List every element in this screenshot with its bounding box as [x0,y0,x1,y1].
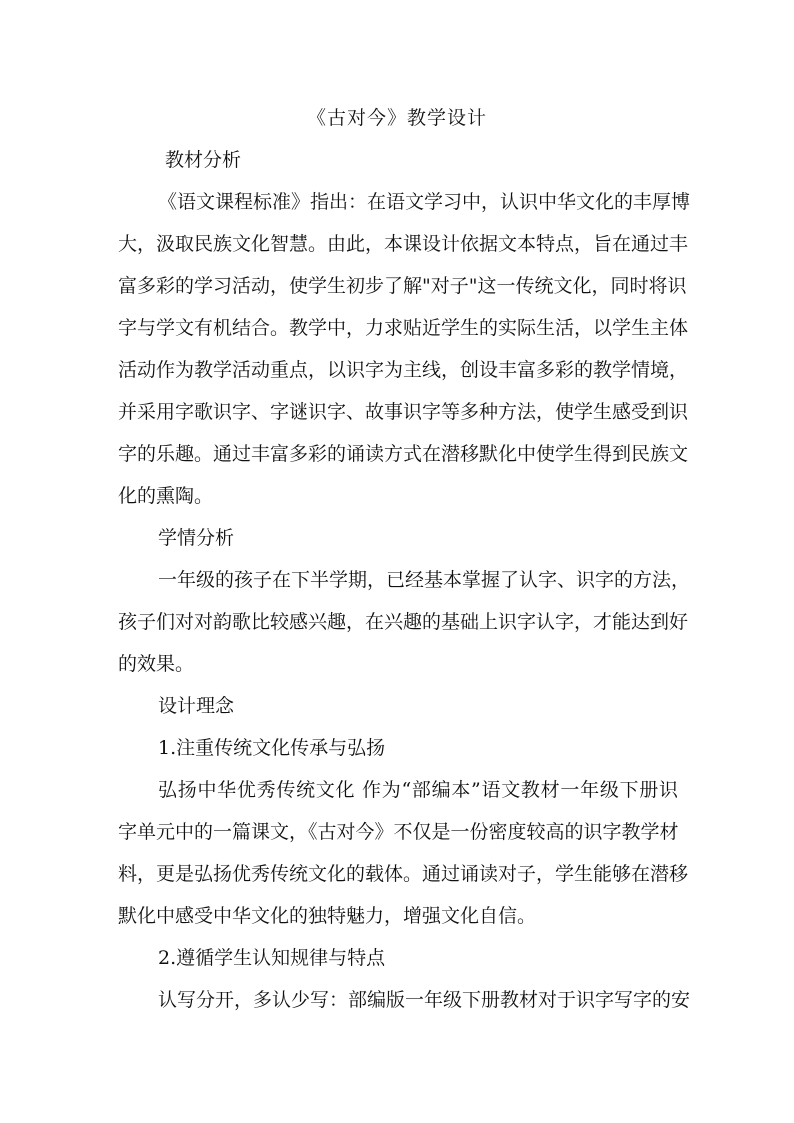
paragraph-line: 化的熏陶。 [118,485,214,507]
paragraph-line: 并采用字歌识字、字谜识字、故事识字等多种方法，使学生感受到识 [118,401,689,423]
paragraph-line: 认写分开，多认少写：部编版一年级下册教材对于识字写字的安 [158,989,691,1011]
subheading-cognition: 2.遵循学生认知规律与特点 [158,947,386,969]
section-heading-design-concept: 设计理念 [158,695,235,717]
paragraph-line: 富多彩的学习活动，使学生初步了解"对子"这一传统文化，同时将识 [118,275,687,297]
paragraph-line: 孩子们对对韵歌比较感兴趣，在兴趣的基础上识字认字，才能达到好 [118,611,689,633]
section-heading-learner-analysis: 学情分析 [158,527,235,549]
paragraph-line: 料，更是弘扬优秀传统文化的载体。通过诵读对子，学生能够在潜移 [118,863,689,885]
paragraph-line: 大，汲取民族文化智慧。由此，本课设计依据文本特点，旨在通过丰 [118,233,689,255]
paragraph-line: 字的乐趣。通过丰富多彩的诵读方式在潜移默化中使学生得到民族文 [118,443,689,465]
paragraph-line: 活动作为教学活动重点，以识字为主线，创设丰富多彩的教学情境， [118,359,689,381]
paragraph-line: 弘扬中华优秀传统文化 作为“部编本”语文教材一年级下册识 [158,779,678,801]
paragraph-line: 默化中感受中华文化的独特魅力，增强文化自信。 [118,905,537,927]
paragraph-line: 字与学文有机结合。教学中，力求贴近学生的实际生活，以学生主体 [118,317,689,339]
paragraph-line: 的效果。 [118,653,195,675]
paragraph-line: 《语文课程标准》指出：在语文学习中，认识中华文化的丰厚博 [158,191,691,213]
paragraph-line: 一年级的孩子在下半学期，已经基本掌握了认字、识字的方法， [158,569,691,591]
document-title: 《古对今》教学设计 [306,107,487,129]
subheading-tradition: 1.注重传统文化传承与弘扬 [158,737,386,759]
section-heading-textbook-analysis: 教材分析 [165,149,242,171]
paragraph-line: 字单元中的一篇课文，《古对今》不仅是一份密度较高的识字教学材 [118,821,679,843]
